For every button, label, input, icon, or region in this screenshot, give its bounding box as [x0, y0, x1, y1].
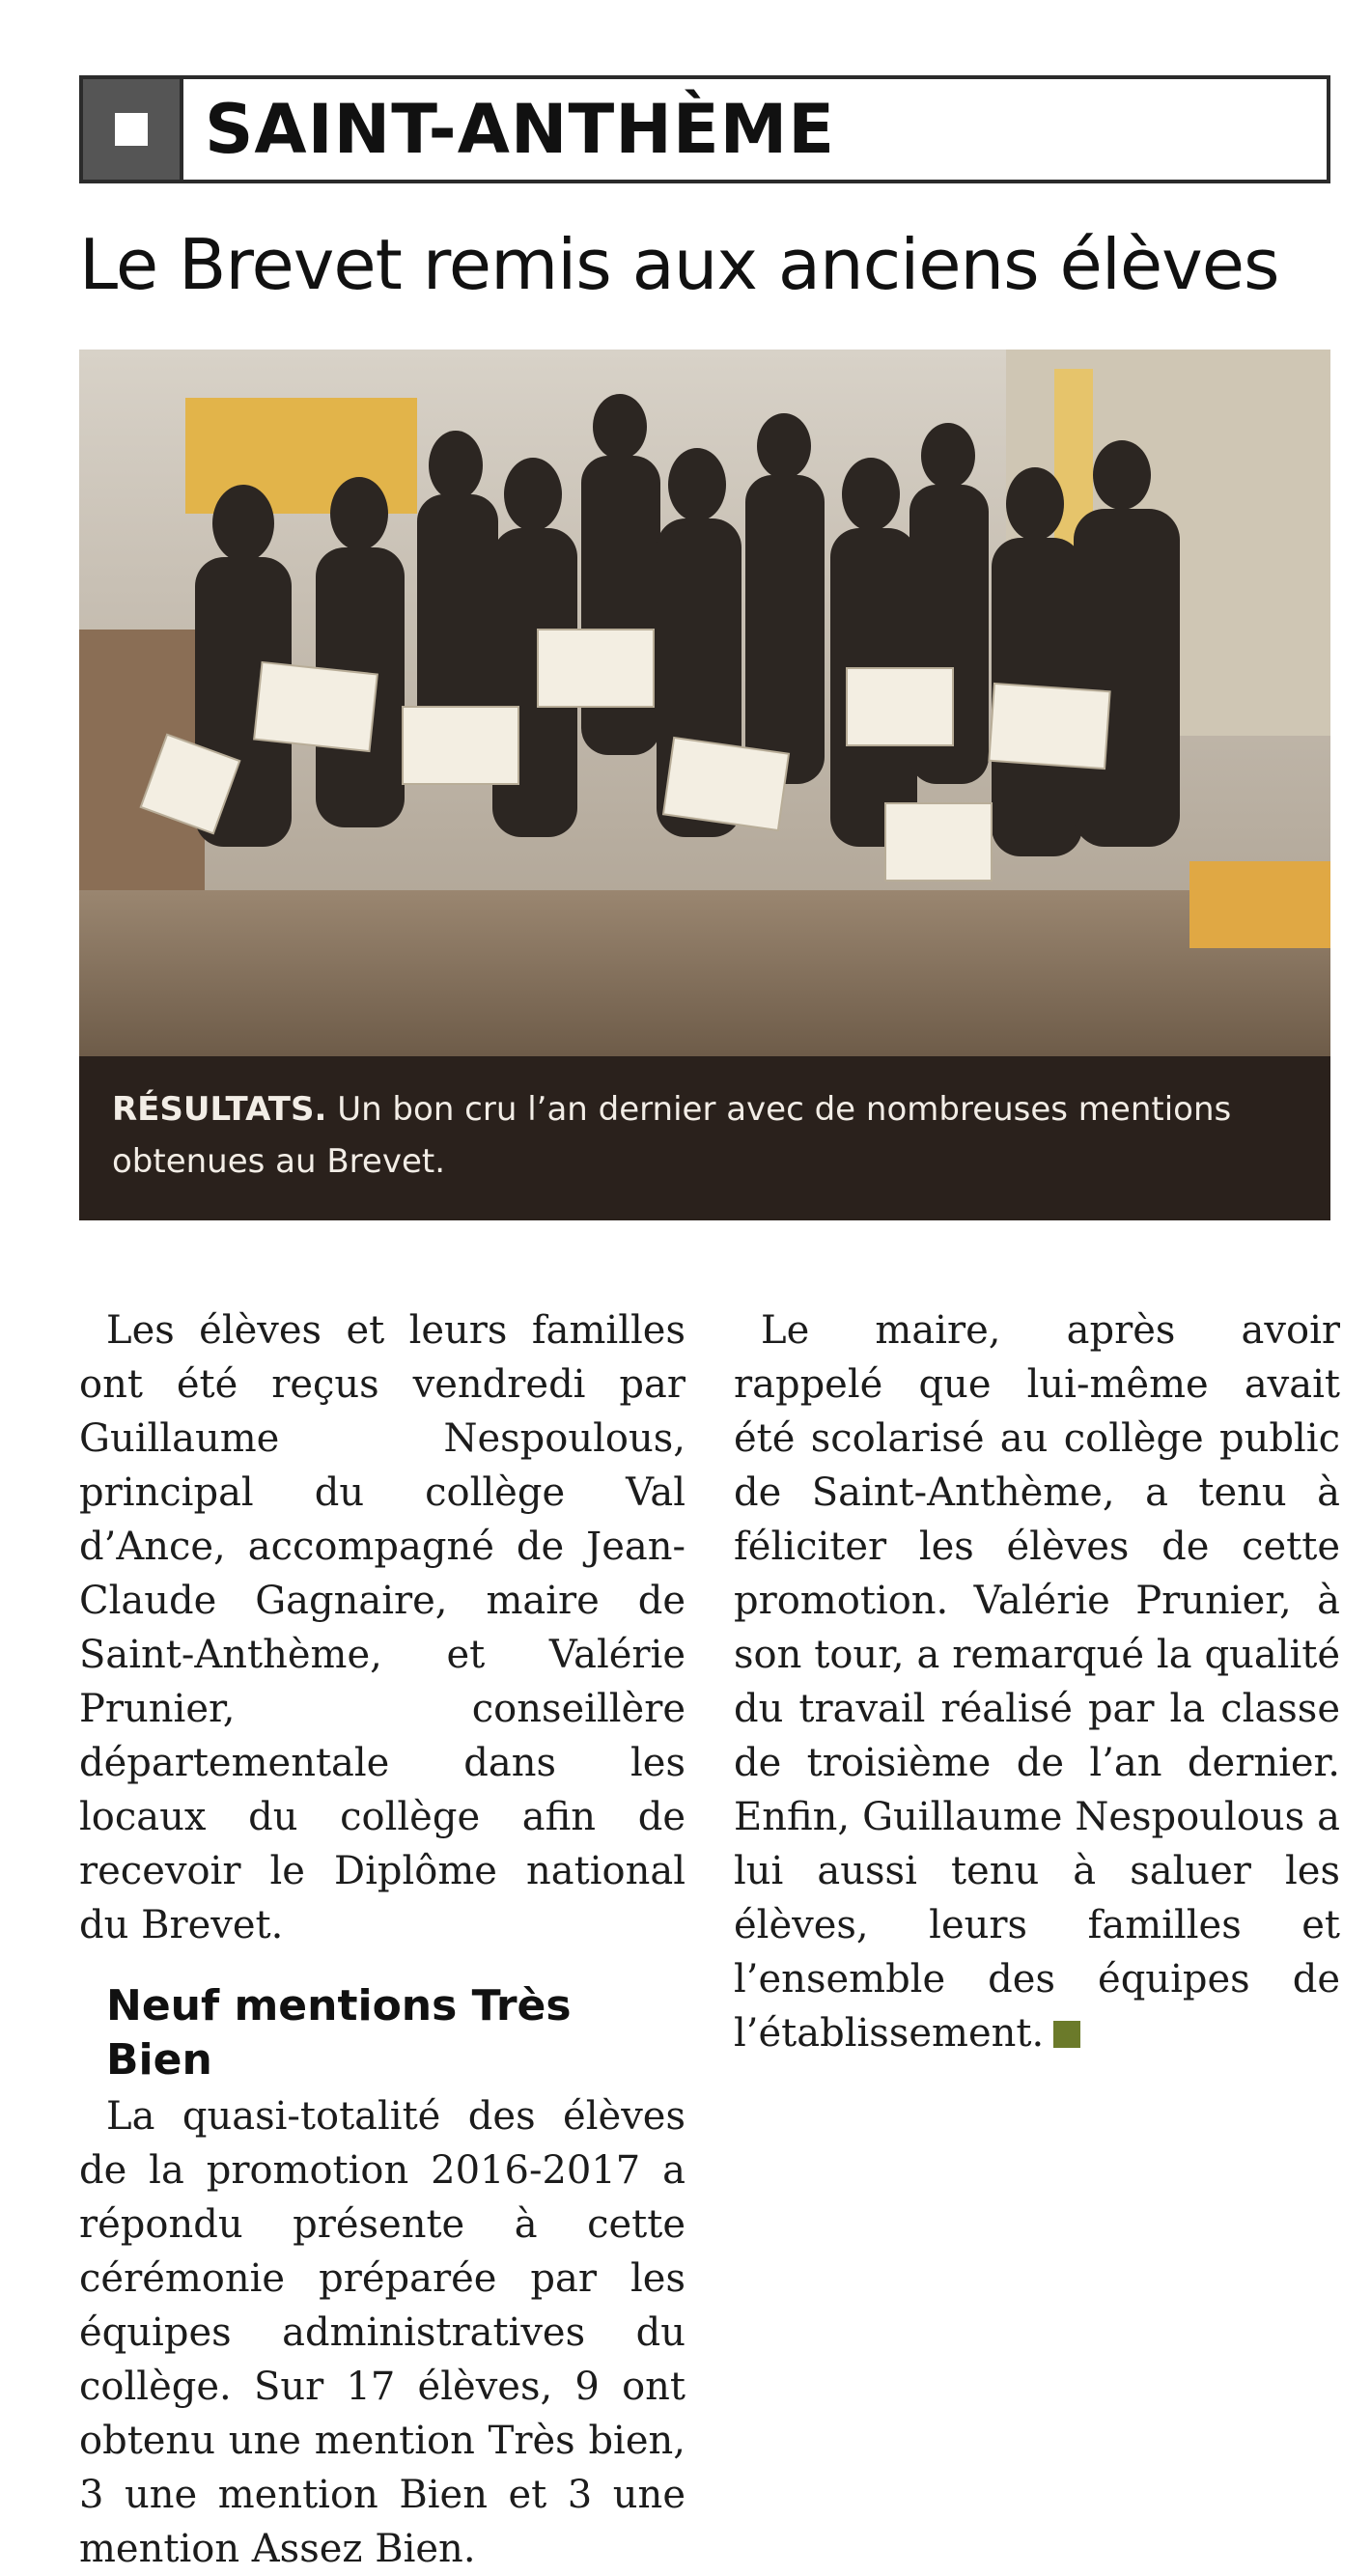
section-header: [79, 75, 1330, 183]
article-photo: [79, 350, 1330, 1056]
end-of-article-icon: [1053, 2021, 1080, 2048]
article-headline: Le Brevet remis aux anciens élèves: [79, 224, 1279, 305]
caption-lead: RÉSULTATS.: [112, 1090, 327, 1129]
section-title: SAINT-ANTHÈME: [205, 90, 836, 169]
article-column-right: [734, 1303, 1340, 2060]
article-paragraph-3: [734, 1303, 1340, 2060]
caption-text: Un bon cru l’an dernier avec de nombreuses mentions obtenues au Brevet.: [112, 1090, 1232, 1181]
photo-caption: [79, 1056, 1330, 1220]
group-photo-icon: [79, 350, 1330, 1056]
article-paragraph-2: La quasi-totalité des élèves de la promotion 2016-2017 a répondu présente à cette cérémonie préparée par les équipes administratives du collège. Sur 17 élèves, 9 ont obtenu une mention Très bien, 3 une mention Bien et 3 une mention Assez Bien.: [79, 2094, 686, 2571]
article-column-left: [79, 1303, 686, 2576]
article-subhead: Neuf mentions Très Bien: [106, 1981, 572, 2085]
article-paragraph-3-text: Le maire, après avoir rappelé que lui-même avait été scolarisé au collège public de Saint-Anthème, a tenu à féliciter les élèves de cette promotion. Valérie Prunier, à son tour, a remarqué la qualité du travail réalisé par la classe de troisième de l’an dernier. Enfin, Guillaume Nespoulous a lui aussi tenu à saluer les élèves, leurs familles et l’ensemble des équipes de l’établissement.: [734, 1308, 1340, 2056]
article-intro: Les élèves et leurs familles ont été reçus vendredi par Guillaume Nespoulous, principal du collège Val d’Ance, accompagné de Jean-Claude Gagnaire, maire de Saint-Anthème, et Valérie Prunier, conseillère départementale dans les locaux du collège afin de recevoir le Diplôme national du Brevet.: [79, 1308, 686, 1947]
square-icon: [115, 113, 148, 146]
section-marker: [83, 79, 183, 180]
